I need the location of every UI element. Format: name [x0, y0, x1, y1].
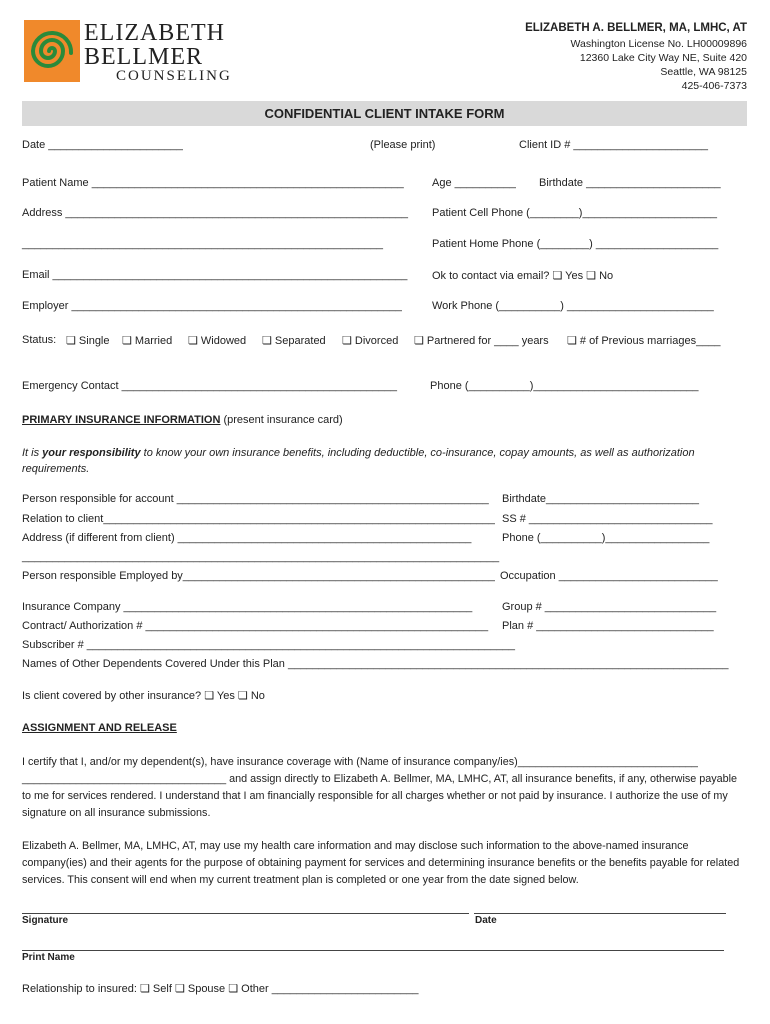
date-field[interactable]: Date ______________________: [22, 139, 183, 151]
responsible-address-field[interactable]: Address (if different from client) ________________________________________________: [22, 532, 472, 544]
please-print-note: (Please print): [370, 139, 436, 151]
signature-line[interactable]: [22, 913, 469, 914]
responsibility-bold: your responsibility: [42, 447, 141, 459]
ss-field[interactable]: SS # ______________________________: [502, 513, 713, 525]
insurance-heading-line: [22, 414, 343, 426]
responsibility-prefix: It is: [22, 447, 43, 459]
employer-field[interactable]: Employer ______________________________________________________: [22, 300, 402, 312]
dependents-field[interactable]: Names of Other Dependents Covered Under this Plan ________________________________________________________________________: [22, 658, 729, 670]
print-name-label: Print Name: [22, 952, 75, 963]
ok-email-checkboxes[interactable]: Ok to contact via email? ❏ Yes ❏ No: [432, 270, 614, 282]
other-insurance-checkboxes[interactable]: Is client covered by other insurance? ❏ Yes ❏ No: [22, 690, 265, 702]
form-title: CONFIDENTIAL CLIENT INTAKE FORM: [264, 106, 505, 121]
practice-address-2: Seattle, WA 98125: [660, 66, 747, 78]
insurance-heading-note: (present insurance card): [220, 414, 343, 426]
spiral-icon: [24, 20, 80, 82]
practice-address-1: 12360 Lake City Way NE, Suite 420: [579, 52, 747, 64]
logo-word-1: ELIZABETH: [84, 20, 225, 46]
date-line[interactable]: [474, 913, 726, 914]
home-phone-field[interactable]: Patient Home Phone (________) ____________________: [432, 238, 719, 250]
status-single-checkbox[interactable]: ❏ Single: [66, 335, 110, 347]
insurance-heading: PRIMARY INSURANCE INFORMATION: [22, 414, 221, 426]
date-label: Date: [475, 915, 497, 926]
relation-field[interactable]: Relation to client________________________________________________________________: [22, 513, 495, 525]
birthdate-field[interactable]: Birthdate ______________________: [539, 177, 721, 189]
assignment-paragraph: I certify that I, and/or my dependent(s), have insurance coverage with (Name of insurance company/ies)______________________________ __________________________________ and assign directly to Elizabeth A. Bellmer, MA, LMHC, AT, all insurance benefits, if any, otherwise payable to me for services rendered. I understand that I am financially responsible for all charges whether or not paid by insurance. I authorize the use of my signature on all insurance submissions.: [22, 756, 738, 819]
status-divorced-checkbox[interactable]: ❏ Divorced: [342, 335, 399, 347]
logo-word-2: BELLMER: [84, 44, 203, 70]
insurance-company-field[interactable]: Insurance Company _________________________________________________________: [22, 601, 473, 613]
responsible-address-line-2[interactable]: ______________________________________________________________________________: [22, 551, 500, 563]
status-widowed-checkbox[interactable]: ❏ Widowed: [188, 335, 247, 347]
responsibility-note-line2: requirements.: [22, 463, 90, 475]
cell-phone-field[interactable]: Patient Cell Phone (________)______________________: [432, 207, 718, 219]
print-name-line[interactable]: [22, 950, 724, 951]
license-number: Washington License No. LH00009896: [570, 38, 747, 50]
emergency-phone-field[interactable]: Phone (__________)___________________________: [430, 380, 699, 392]
logo-mark: [24, 20, 80, 82]
consent-paragraph: Elizabeth A. Bellmer, MA, LMHC, AT, may use my health care information and may disclose such information to the above-named insurance company(ies) and their agents for the purpose of obtaining payment for services and determining insurance benefits or the benefits payable for related services. This consent will end when my current treatment plan is completed or one year from the date signed below.: [22, 840, 740, 886]
responsible-employer-field[interactable]: Person responsible Employed by___________________________________________________: [22, 570, 495, 582]
status-label: Status:: [22, 334, 57, 346]
responsible-birthdate-field[interactable]: Birthdate_________________________: [502, 493, 699, 505]
form-title-bar: [22, 101, 747, 126]
address-line-2-field[interactable]: ___________________________________________________________: [22, 238, 383, 250]
work-phone-field[interactable]: Work Phone (__________) ________________________: [432, 300, 714, 312]
assignment-heading: ASSIGNMENT AND RELEASE: [22, 722, 177, 734]
relationship-checkboxes[interactable]: Relationship to insured: ❏ Self ❏ Spouse ❏ Other ________________________: [22, 983, 419, 995]
occupation-field[interactable]: Occupation __________________________: [500, 570, 718, 582]
plan-number-field[interactable]: Plan # _____________________________: [502, 620, 714, 632]
subscriber-field[interactable]: Subscriber # ______________________________________________________________________: [22, 639, 516, 651]
practice-name: ELIZABETH A. BELLMER, MA, LMHC, AT: [525, 22, 747, 34]
signature-label: Signature: [22, 915, 69, 926]
logo-word-3: COUNSELING: [116, 68, 232, 84]
responsibility-note: [22, 447, 695, 459]
group-number-field[interactable]: Group # ____________________________: [502, 601, 717, 613]
practice-phone: 425-406-7373: [681, 80, 747, 92]
age-field[interactable]: Age __________: [432, 177, 516, 189]
emergency-contact-field[interactable]: Emergency Contact _____________________________________________: [22, 380, 397, 392]
previous-marriages-checkbox[interactable]: ❏ # of Previous marriages____: [567, 335, 721, 347]
status-separated-checkbox[interactable]: ❏ Separated: [262, 335, 326, 347]
client-id-field[interactable]: Client ID # ______________________: [519, 139, 708, 151]
responsible-person-field[interactable]: Person responsible for account ___________________________________________________: [22, 493, 489, 505]
responsible-phone-field[interactable]: Phone (__________)_________________: [502, 532, 710, 544]
status-partnered-checkbox[interactable]: ❏ Partnered for ____ years: [414, 335, 549, 347]
address-field[interactable]: Address ________________________________________________________: [22, 207, 408, 219]
patient-name-field[interactable]: Patient Name ___________________________________________________: [22, 177, 404, 189]
responsibility-rest: to know your own insurance benefits, including deductible, co-insurance, copay amounts, as well as authorization: [140, 447, 695, 459]
status-married-checkbox[interactable]: ❏ Married: [122, 335, 173, 347]
email-field[interactable]: Email __________________________________________________________: [22, 269, 408, 281]
contract-field[interactable]: Contract/ Authorization # ________________________________________________________: [22, 620, 489, 632]
